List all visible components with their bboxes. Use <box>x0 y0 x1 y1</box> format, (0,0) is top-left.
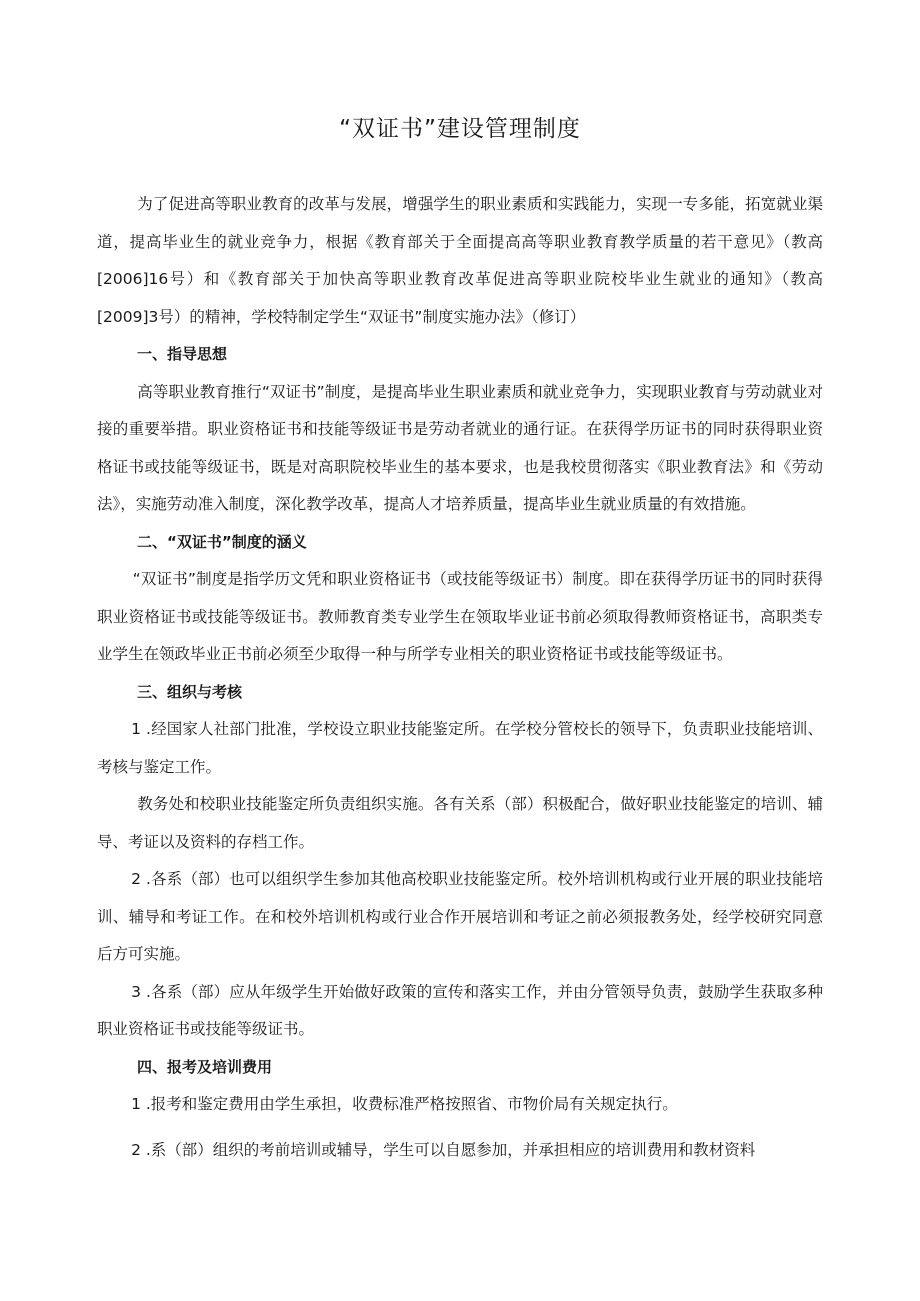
section-heading: 四、报考及培训费用 <box>137 1057 273 1076</box>
section-paragraph: “双证书”制度是指学历文凭和职业资格证书（或技能等级证书）制度。即在获得学历证书的同时获得职业资格证书或技能等级证书。教师教育类专业学生在领取毕业证书前必须取得教师资格证书，高职类专业学生在领政毕业正书前必须至少取得一种与所学专业相关的职业资格证书或技能等级证书。 <box>97 570 823 663</box>
section-paragraph: 2 .系（部）组织的考前培训或辅导，学生可以自愿参加，并承担相应的培训费用和教材资料 <box>131 1140 756 1159</box>
section-paragraph: 2 .各系（部）也可以组织学生参加其他高校职业技能鉴定所。校外培训机构或行业开展的职业技能培训、辅导和考证工作。在和校外培训机构或行业合作开展培训和考证之前必须报教务处，经学校研究同意后方可实施。 <box>97 870 823 963</box>
section-organization <box>97 674 823 1049</box>
section-heading: 一、指导思想 <box>137 345 228 363</box>
section-paragraph: 3 .各系（部）应从年级学生开始做好政策的宣传和落实工作，并由分管领导负责，鼓励学生获取多种职业资格证书或技能等级证书。 <box>97 982 823 1038</box>
intro-paragraph: 为了促进高等职业教育的改革与发展，增强学生的职业素质和实践能力，实现一专多能，拓宽就业渠道，提高毕业生的就业竞争力，根据《教育部关于全面提高高等职业教育教学质量的若干意见》（教高[2006]16号）和《教育部关于加快高等职业教育改革促进高等职业院校毕业生就业的通知》（教高[2009]3号）的精神，学校特制定学生“双证书”制度实施办法》（修订） <box>97 195 823 326</box>
document-body <box>97 186 823 1169</box>
section-paragraph: 1 .经国家人社部门批准，学校设立职业技能鉴定所。在学校分管校长的领导下，负责职业技能培训、考核与鉴定工作。 <box>97 720 823 776</box>
section-paragraph: 1 .报考和鉴定费用由学生承担，收费标准严格按照省、市物价局有关规定执行。 <box>131 1095 678 1113</box>
section-paragraph: 教务处和校职业技能鉴定所负责组织实施。各有关系（部）积极配合，做好职业技能鉴定的培训、辅导、考证以及资料的存档工作。 <box>97 795 823 851</box>
section-paragraph: 高等职业教育推行“双证书”制度，是提高毕业生职业素质和就业竞争力，实现职业教育与劳动就业对接的重要举措。职业资格证书和技能等级证书是劳动者就业的通行证。在获得学历证书的同时获得职业资格证书或技能等级证书，既是对高职院校毕业生的基本要求，也是我校贯彻落实《职业教育法》和《劳动法》，实施劳动准入制度，深化教学改革，提高人才培养质量，提高毕业生就业质量的有效措施。 <box>97 382 823 513</box>
section-fees <box>97 1049 823 1170</box>
document-title: “双证书”建设管理制度 <box>339 116 581 142</box>
section-definition <box>97 524 823 674</box>
section-heading: 三、组织与考核 <box>137 682 243 701</box>
section-guiding-thought <box>97 336 823 524</box>
section-heading: 二、“双证书”制度的涵义 <box>137 532 307 551</box>
